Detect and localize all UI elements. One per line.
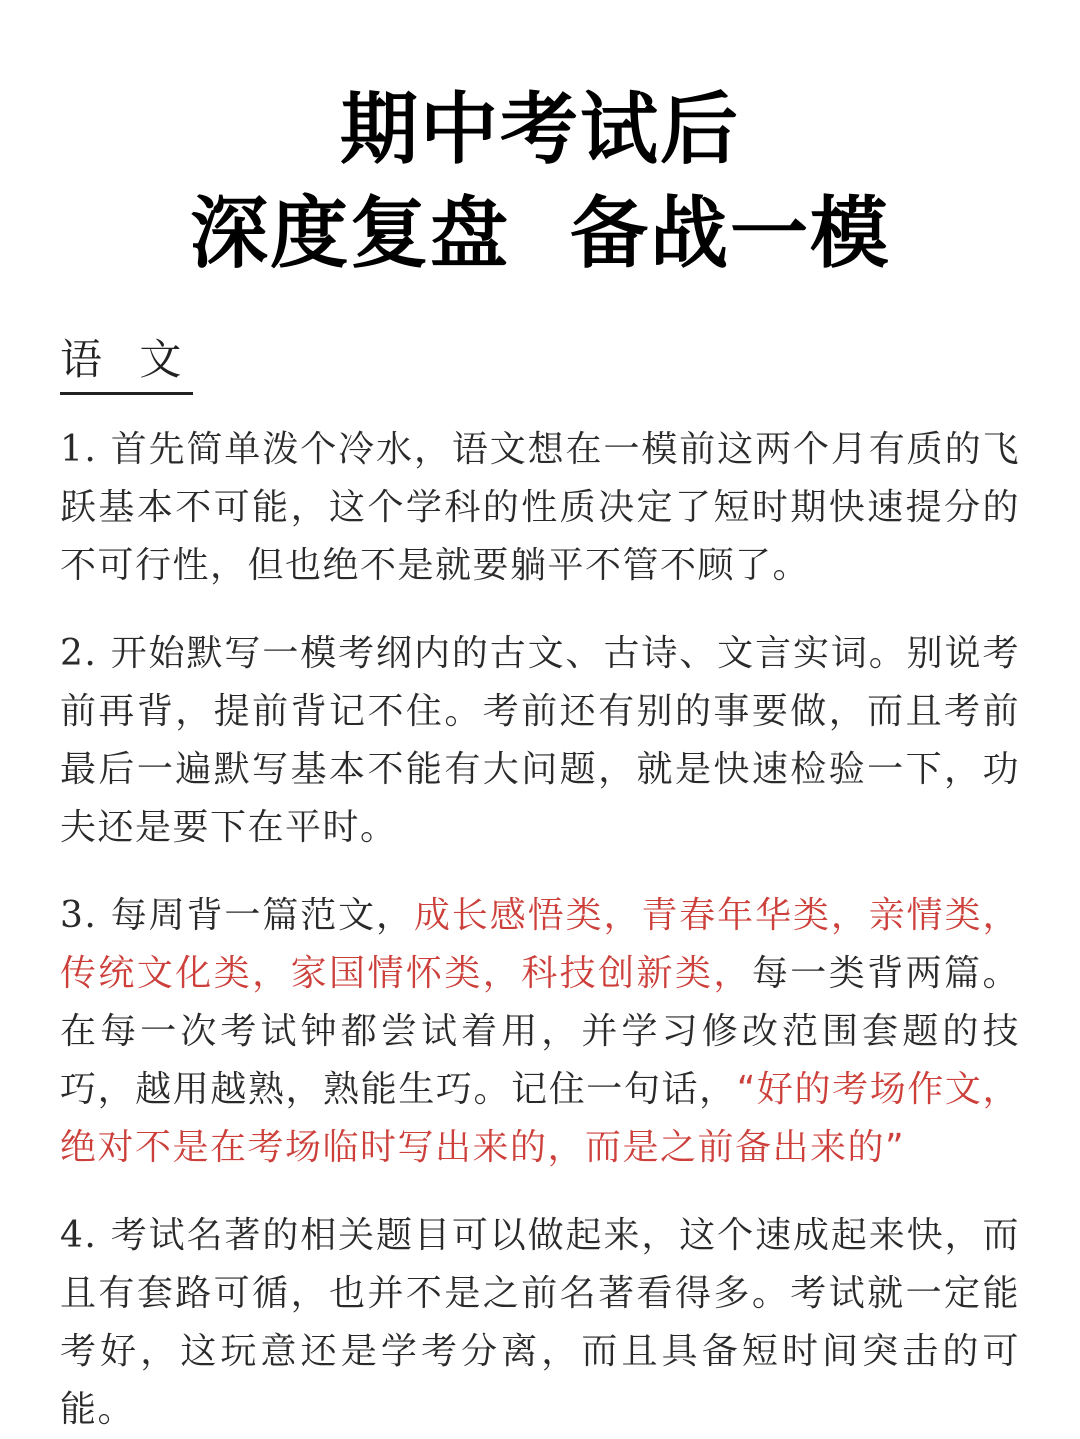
- highlight-quote: “好的考场作文，绝对不是在考场临时写出来的，而是之前备出来的”: [60, 1069, 1020, 1168]
- item-text: 考试名著的相关题目可以做起来，这个速成起来快，而且有套路可循，也并不是之前名著看得多。考试就一定能考好，这玩意还是学考分离，而且具备短时间突击的可能。: [60, 1215, 1020, 1430]
- item-text-part-b: 每一类背两篇。在每一次考试钟都尝试着用，并学习修改范围套题的技巧，越用越熟，熟能生巧。记住一句话，: [60, 953, 1020, 1110]
- list-item-2: [60, 625, 1020, 857]
- page-title: [60, 78, 1020, 286]
- highlight-essay-categories: 成长感悟类，青春年华类，亲情类，传统文化类，家国情怀类，科技创新类，: [60, 895, 1020, 994]
- section-heading-chinese: 语 文: [60, 332, 193, 395]
- item-text: 开始默写一模考纲内的古文、古诗、文言实词。别说考前再背，提前背记不住。考前还有别的事要做，而且考前最后一遍默写基本不能有大问题，就是快速检验一下，功夫还是要下在平时。: [60, 633, 1020, 848]
- item-number: 1.: [60, 429, 98, 470]
- item-number: 4.: [60, 1215, 98, 1256]
- list-item-4: [60, 1207, 1020, 1439]
- item-number: 2.: [60, 633, 98, 674]
- item-text-part-a: 每周背一篇范文，: [110, 895, 414, 936]
- item-number: 3.: [60, 895, 98, 936]
- title-line-1: 期中考试后: [339, 85, 740, 175]
- item-text: 首先简单泼个冷水，语文想在一模前这两个月有质的飞跃基本不可能，这个学科的性质决定了短时期快速提分的不可行性，但也绝不是就要躺平不管不顾了。: [60, 429, 1020, 586]
- title-line-2-part-a: 深度复盘: [189, 189, 510, 279]
- title-line-2: [60, 182, 1020, 286]
- advice-list: [60, 421, 1020, 1439]
- list-item-1: [60, 421, 1020, 595]
- title-line-2-part-b: 备战一模: [570, 189, 891, 279]
- list-item-3: [60, 887, 1020, 1177]
